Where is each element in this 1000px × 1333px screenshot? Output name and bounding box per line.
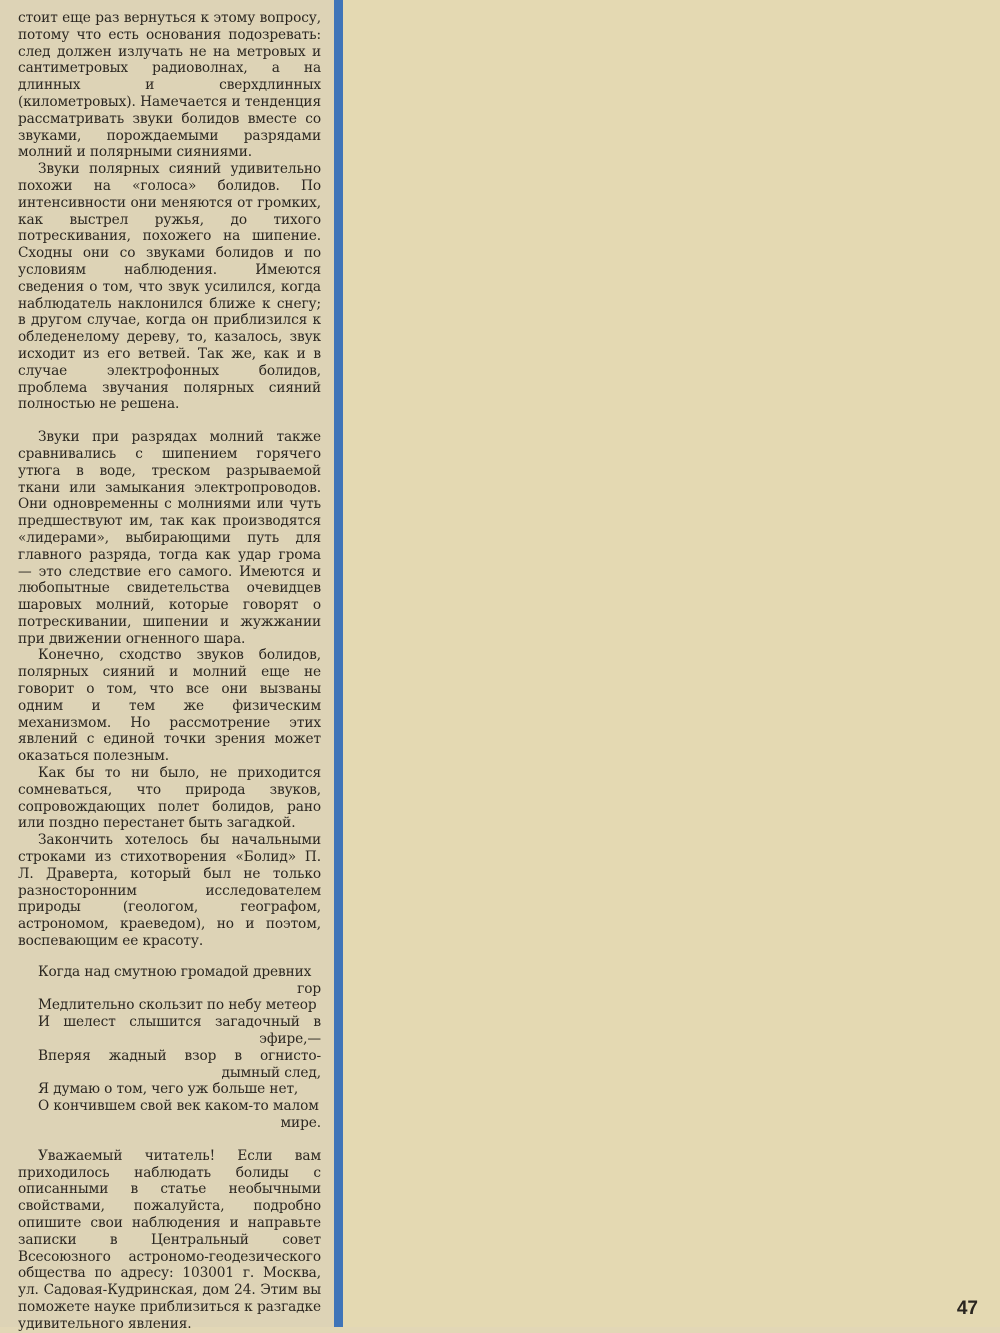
paragraph: Как бы то ни было, не приходится сомневаться, что природа звуков, сопровождающих полет болидов, рано или поздно перестанет быть загадкой. bbox=[18, 765, 321, 832]
poem bbox=[18, 964, 321, 1132]
blue-divider-stripe bbox=[334, 0, 343, 1327]
paragraph: Звуки полярных сияний удивительно похожи на «голоса» болидов. По интенсивности они меняются от громких, как выстрел ружья, до тихого потрескивания, похожего на шипение. Сходны они со звуками болидов и по условиям наблюдения. Имеются сведения о том, что звук усилился, когда наблюдатель наклонился ближе к снегу; в другом случае, когда он приблизился к обледенелому дереву, то, казалось, звук исходит из его ветвей. Так же, как и в случае электрофонных болидов, проблема звучания полярных сияний полностью не решена. bbox=[18, 161, 321, 413]
paragraph: Закончить хотелось бы начальными строками из стихотворения «Болид» П. Л. Драверта, который был не только разносторонним исследователем природы (геологом, географом, астрономом, краеведом), но и поэтом, воспевающим ее красоту. bbox=[18, 832, 321, 950]
poem-line: Медлительно скользит по небу метеор bbox=[38, 997, 317, 1014]
page-number: 47 bbox=[956, 1298, 978, 1319]
poem-line: Когда над смутною громадой древних bbox=[38, 963, 312, 980]
poem-line: И шелест слышится загадочный в bbox=[38, 1014, 321, 1031]
poem-line-continuation: мире. bbox=[280, 1115, 321, 1131]
paragraph: стоит еще раз вернуться к этому вопросу, потому что есть основания подозревать: след должен излучать не на метровых и сантиметровых радиоволнах, а на длинных и сверхдлинных (километровых). Намечается и тенденция рассматривать звуки болидов вместе со звуками, порождаемыми разрядами молний и полярными сияниями. bbox=[18, 10, 321, 161]
paragraph: Звуки при разрядах молний также сравнивались с шипением горячего утюга в воде, треском разрываемой ткани или замыкания электропроводов. Они одновременны с молниями или чуть предшествуют им, так как производятся «лидерами», выбирающими путь для главного разряда, тогда как удар грома — это следствие его самого. Имеются и любопытные свидетельства очевидцев шаровых молний, которые говорят о потрескивании, шипении и жужжании при движении огненного шара. bbox=[18, 429, 321, 647]
poem-line: Я думаю о том, чего уж больше нет, bbox=[38, 1081, 299, 1098]
poem-line-continuation: эфире,— bbox=[259, 1031, 321, 1048]
poem-line: Вперяя жадный взор в огнисто- bbox=[38, 1047, 321, 1064]
poem-line-continuation: дымный след, bbox=[221, 1064, 321, 1081]
poem-line: О кончившем свой век каком-то малом bbox=[38, 1098, 319, 1115]
reader-appeal: Уважаемый читатель! Если вам приходилось наблюдать болиды с описанными в статье необычными свойствами, пожалуйста, подробно опишите свои наблюдения и направьте записки в Центральный совет Всесоюзного астрономо-геодезического общества по адресу: 103001 г. Москва, ул. Садовая-Кудринская, дом 24. Этим вы поможете науке приблизиться к разгадке удивительного явления. bbox=[18, 1147, 321, 1332]
article-text bbox=[18, 10, 321, 1333]
poem-line-continuation: гор bbox=[297, 980, 321, 997]
blank-panel bbox=[343, 0, 1000, 1327]
paragraph: Конечно, сходство звуков болидов, полярных сияний и молний еще не говорит о том, что все они вызваны одним и тем же физическим механизмом. Но рассмотрение этих явлений с единой точки зрения может оказаться полезным. bbox=[18, 647, 321, 765]
